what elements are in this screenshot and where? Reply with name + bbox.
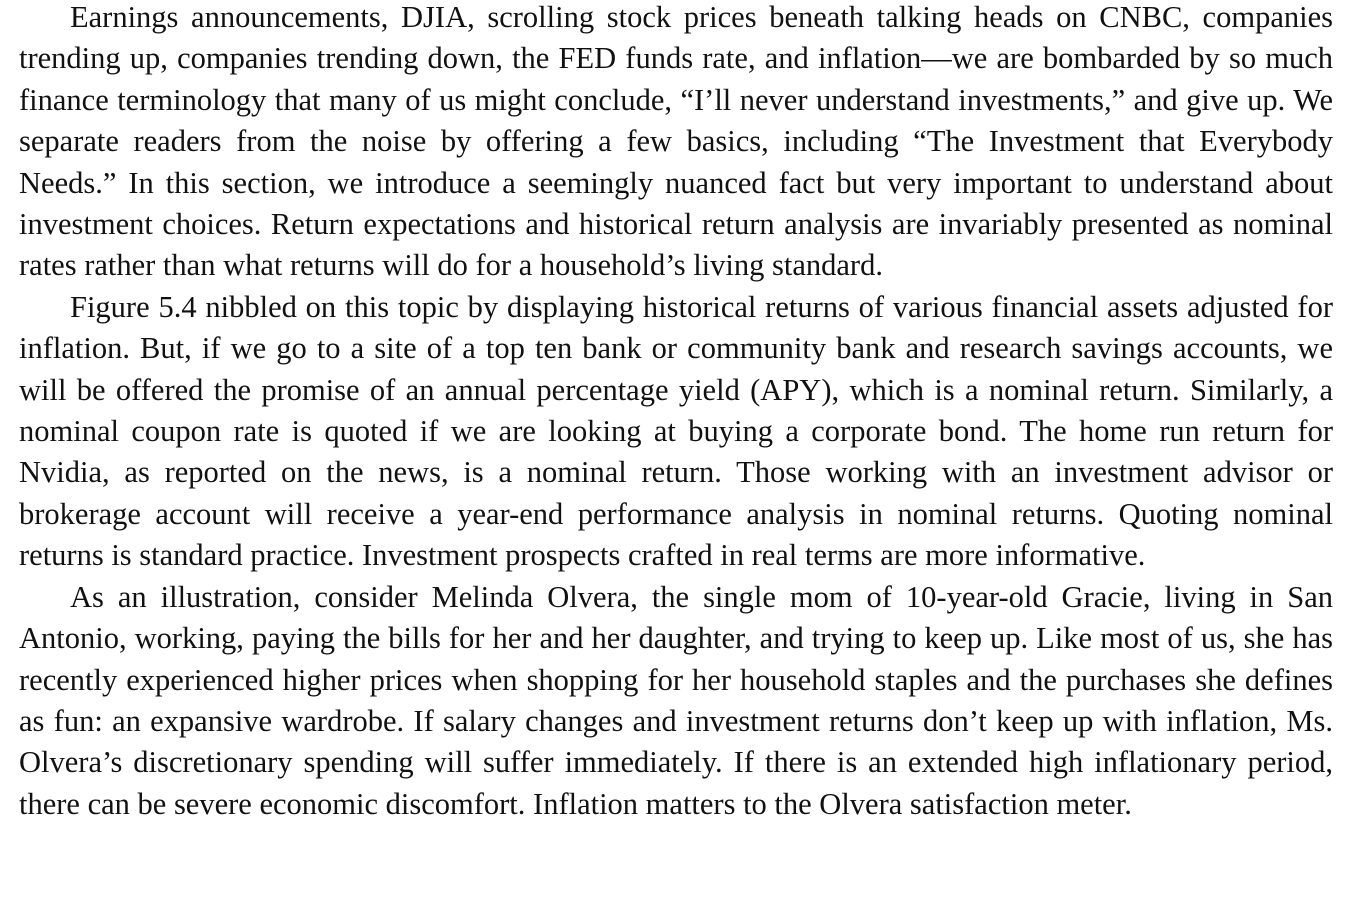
paragraph-olvera-illustration: As an illustration, consider Melinda Olvera, the single mom of 10-year-old Gracie, living in San Antonio, working, paying the bills for her and her daughter, and trying to keep up. Like most of us, she has recently experienced higher prices when shopping for her household staples and the purchases she defines as fun: an expansive wardrobe. If salary changes and investment returns don’t keep up with inflation, Ms. Olvera’s discretionary spending will suffer immediately. If there is an extended high inflationary period, there can be severe economic discomfort. Inflation matters to the Olvera satisfaction meter. xyxy=(19,579,1333,821)
paragraph-earnings-announcements: Earnings announcements, DJIA, scrolling stock prices beneath talking heads on CNBC, companies trending up, companies trending down, the FED funds rate, and inflation—we are bombarded by so much finance terminology that many of us might conclude, “I’ll never understand investments,” and give up. We separate readers from the noise by offering a few basics, including “The Investment that Everybody Needs.” In this section, we introduce a seemingly nuanced fact but very important to understand about investment choices. Return expectations and historical return analysis are invariably presented as nominal rates rather than what returns will do for a household’s living standard. xyxy=(19,0,1333,283)
paragraph-figure-reference: Figure 5.4 nibbled on this topic by displaying historical returns of various financial assets adjusted for inflation. But, if we go to a site of a top ten bank or community bank and research savings accounts, we will be offered the promise of an annual percentage yield (APY), which is a nominal return. Similarly, a nominal coupon rate is quoted if we are looking at buying a corporate bond. The home run return for Nvidia, as reported on the news, is a nominal return. Those working with an investment advisor or brokerage account will receive a year-end performance analysis in nominal returns. Quoting nominal returns is standard practice. Investment prospects crafted in real terms are more informative. xyxy=(19,289,1333,573)
